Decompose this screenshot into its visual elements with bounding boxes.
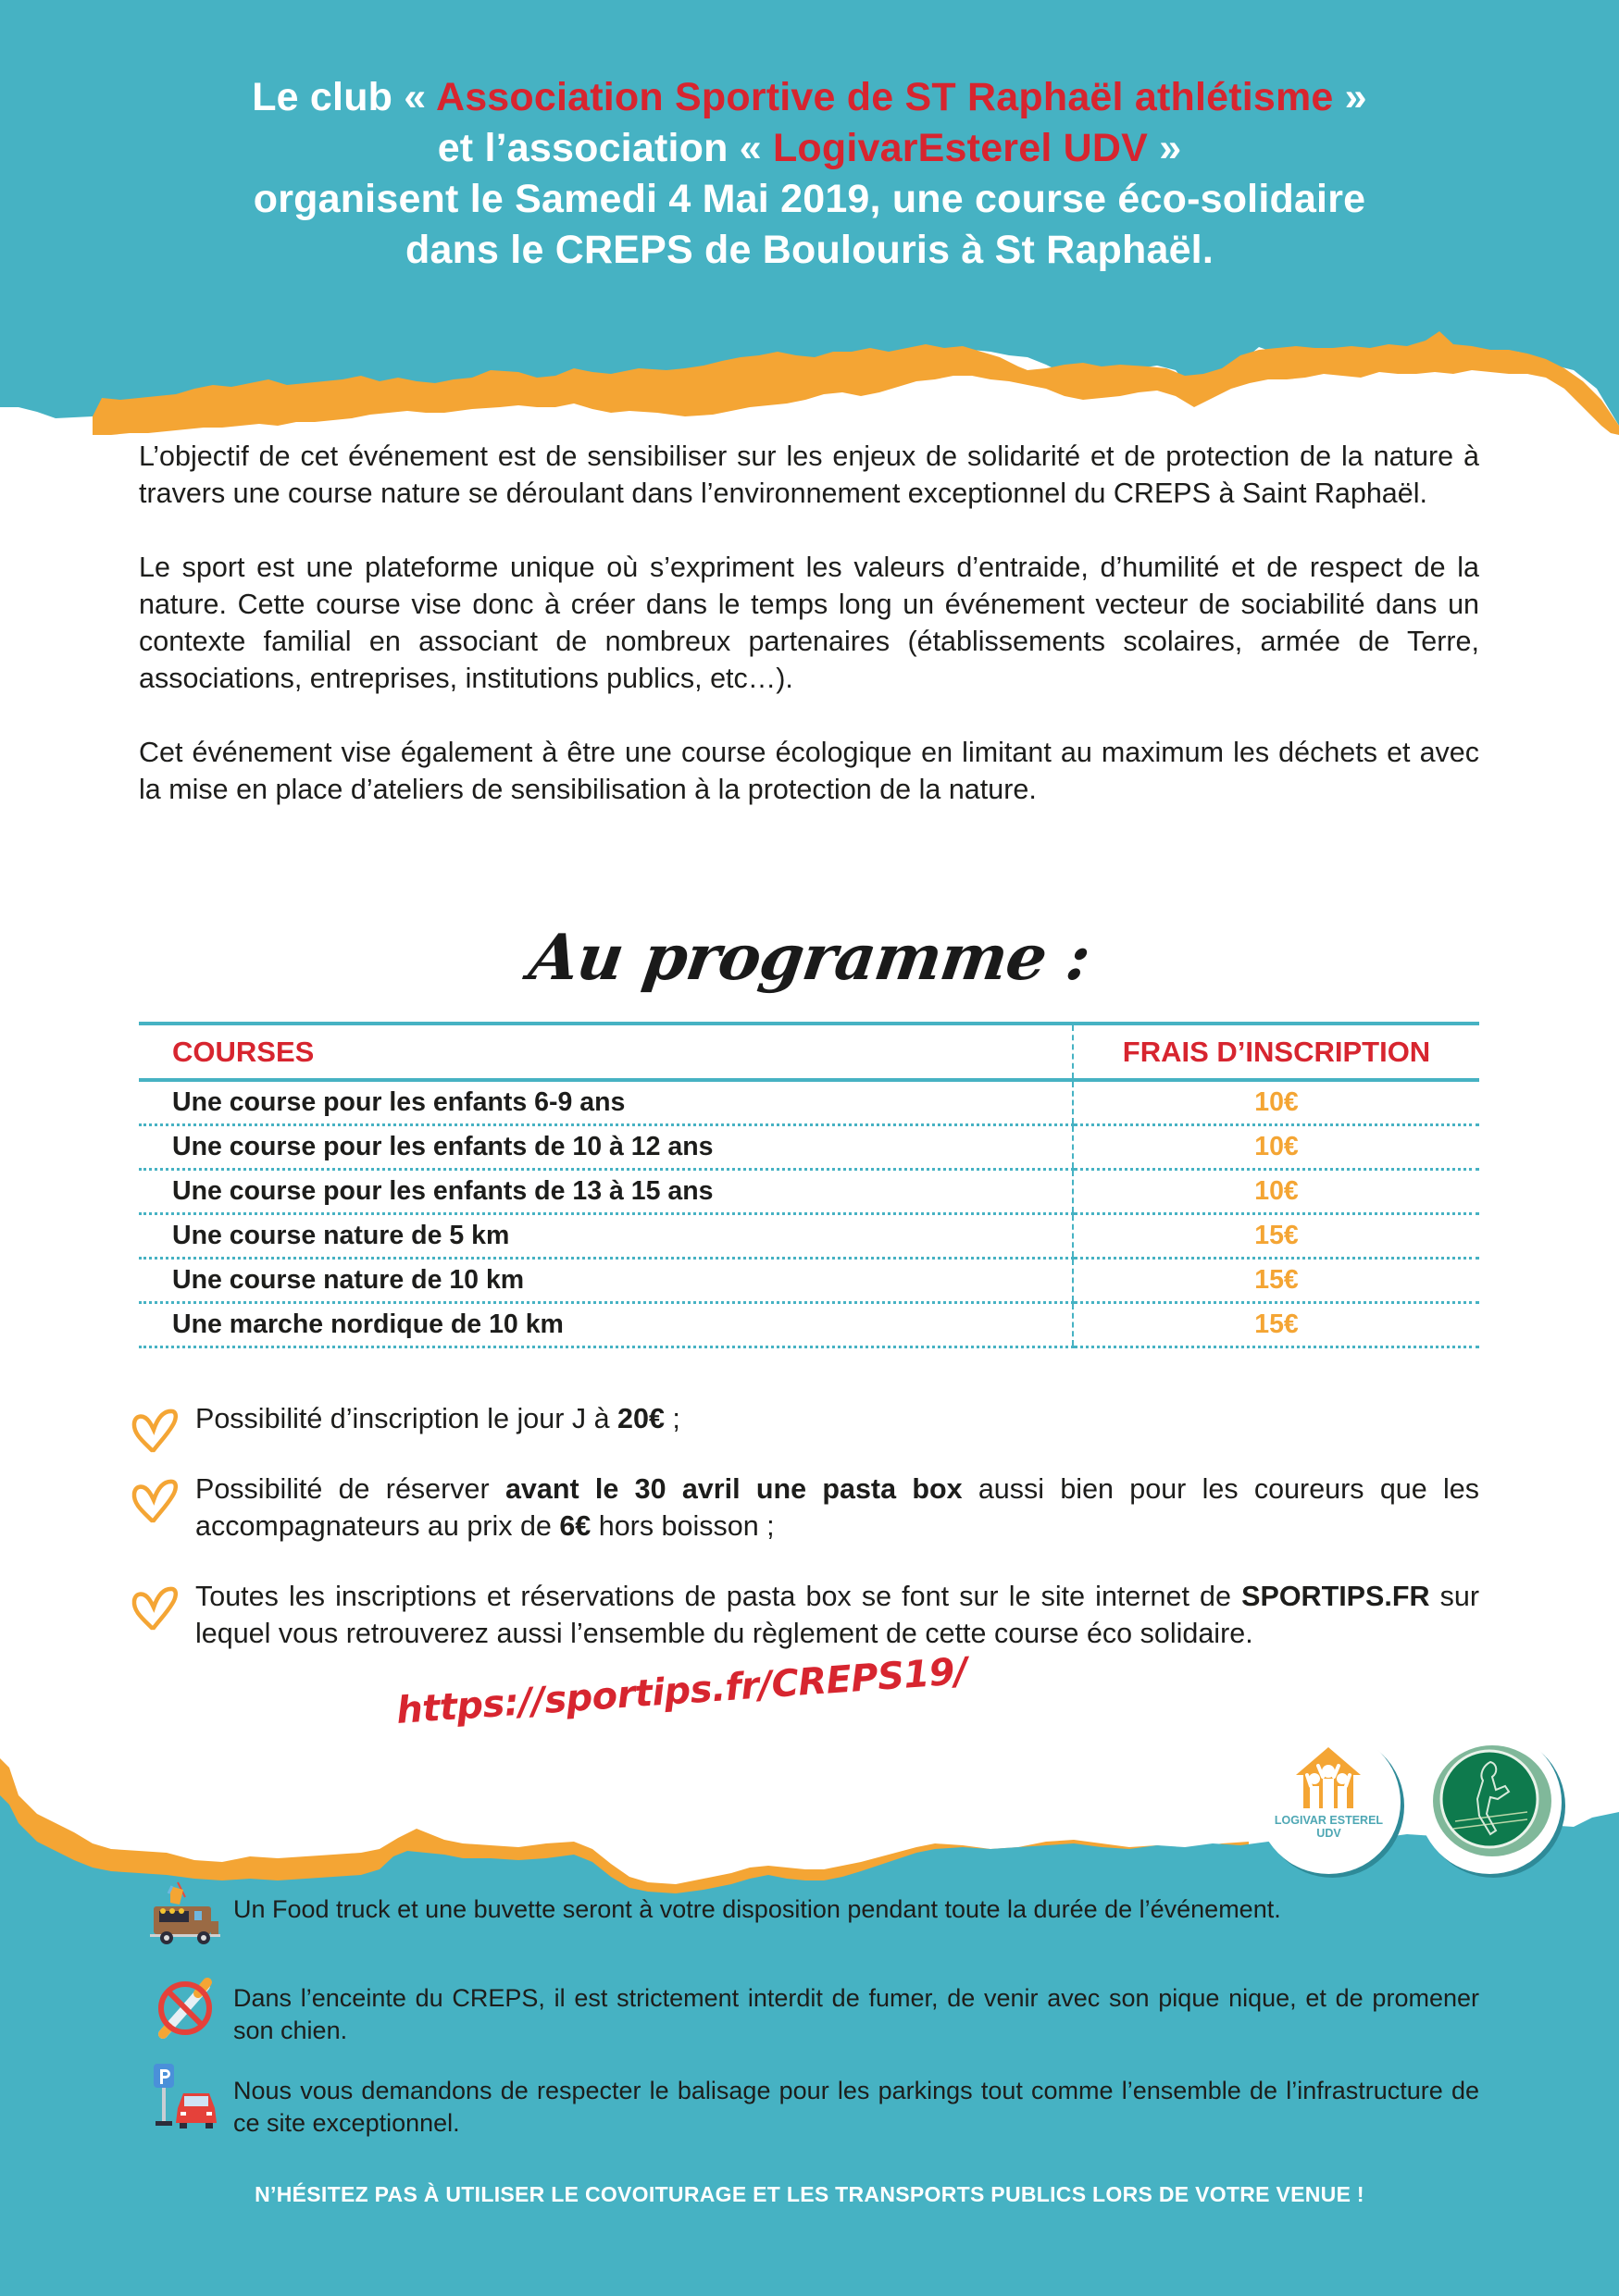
course-fee: 15€ bbox=[1073, 1214, 1479, 1259]
table-row bbox=[139, 1214, 1479, 1259]
heart-icon bbox=[130, 1406, 180, 1454]
header-title bbox=[0, 72, 1619, 276]
course-name: Une course pour les enfants 6-9 ans bbox=[139, 1080, 1073, 1125]
heart-icon bbox=[130, 1476, 180, 1524]
parking-icon bbox=[150, 2062, 224, 2136]
notes-list bbox=[130, 1400, 1479, 1741]
info-text: Dans l’enceinte du CREPS, il est strictement interdit de fumer, de venir avec son pique nique, et de promener son chien. bbox=[233, 1984, 1479, 2044]
no-smoking-icon bbox=[150, 1969, 224, 2043]
info-text: Un Food truck et une buvette seront à votre disposition pendant toute la durée de l’événement. bbox=[233, 1895, 1281, 1923]
header-line-3: organisent le Samedi 4 Mai 2019, une course éco-solidaire bbox=[253, 177, 1366, 221]
header-line-2: et l’association « LogivarEsterel UDV » bbox=[437, 126, 1182, 170]
food-truck-icon bbox=[150, 1880, 224, 1955]
carpool-call-to-action: N’HÉSITEZ PAS À UTILISER LE COVOITURAGE ET LES TRANSPORTS PUBLICS LORS DE VOTRE VENUE ! bbox=[255, 2182, 1364, 2206]
table-row bbox=[139, 1303, 1479, 1347]
course-fee: 10€ bbox=[1073, 1125, 1479, 1170]
course-fee: 15€ bbox=[1073, 1259, 1479, 1303]
athletics-club-logo bbox=[1418, 1731, 1562, 1874]
course-name: Une course nature de 10 km bbox=[139, 1259, 1073, 1303]
intro-text bbox=[139, 438, 1479, 845]
heart-icon bbox=[130, 1583, 180, 1632]
course-name: Une course pour les enfants de 10 à 12 ans bbox=[139, 1125, 1073, 1170]
note-text: Toutes les inscriptions et réservations de pasta box se font sur le site internet de SPORTIPS.FR sur lequel vous retrouverez aussi l’ensemble du règlement de cette course éco solidaire. bbox=[195, 1581, 1480, 1649]
info-list bbox=[150, 1893, 1479, 2208]
course-name: Une course nature de 5 km bbox=[139, 1214, 1073, 1259]
course-fee: 10€ bbox=[1073, 1170, 1479, 1214]
intro-paragraph: L’objectif de cet événement est de sensibiliser sur les enjeux de solidarité et de protection de la nature à travers une course nature se déroulant dans l’environnement exceptionnel du CREPS à Saint Raphaël. bbox=[139, 441, 1479, 509]
price-table bbox=[139, 1022, 1479, 1348]
info-item-no-smoking bbox=[150, 1982, 1479, 2047]
table-row bbox=[139, 1080, 1479, 1125]
house-family-icon bbox=[1257, 1731, 1401, 1874]
course-fee: 15€ bbox=[1073, 1303, 1479, 1347]
note-text: Possibilité de réserver avant le 30 avril une pasta box aussi bien pour les coureurs que les accompagnateurs au prix de 6€ hors boisson ; bbox=[195, 1473, 1479, 1542]
note-item bbox=[130, 1578, 1479, 1652]
association-name: LogivarEsterel UDV bbox=[772, 126, 1149, 170]
header-line-4: dans le CREPS de Boulouris à St Raphaël. bbox=[405, 228, 1214, 272]
logivar-esterel-logo bbox=[1257, 1731, 1401, 1874]
logivar-logo-name: LOGIVAR ESTEREL UDV bbox=[1274, 1814, 1384, 1840]
note-item bbox=[130, 1471, 1479, 1545]
runner-icon bbox=[1418, 1731, 1562, 1874]
info-item-parking bbox=[150, 2075, 1479, 2140]
note-item bbox=[130, 1400, 1479, 1437]
course-name: Une course pour les enfants de 13 à 15 ans bbox=[139, 1170, 1073, 1214]
column-header-courses: COURSES bbox=[139, 1024, 1073, 1080]
table-row bbox=[139, 1170, 1479, 1214]
table-row bbox=[139, 1259, 1479, 1303]
course-name: Une marche nordique de 10 km bbox=[139, 1303, 1073, 1347]
header-line-1: Le club « Association Sportive de ST Raphaël athlétisme » bbox=[252, 75, 1367, 119]
club-name: Association Sportive de ST Raphaël athlétisme bbox=[435, 75, 1334, 119]
column-header-fees: FRAIS D’INSCRIPTION bbox=[1122, 1035, 1431, 1068]
programme-title: Au programme : bbox=[524, 921, 1095, 995]
info-item-food bbox=[150, 1893, 1479, 1955]
intro-paragraph: Le sport est une plateforme unique où s’expriment les valeurs d’entraide, d’humilité et de respect de la nature. Cette course vise donc à créer dans le temps long un événement vecteur de sociabilité dans un contexte familial en associant de nombreux partenaires (établissements scolaires, armée de Terre, associations, entreprises, institutions publics, etc…). bbox=[139, 552, 1479, 694]
price-table-header bbox=[139, 1024, 1479, 1080]
note-text: Possibilité d’inscription le jour J à 20€ ; bbox=[195, 1403, 680, 1434]
table-row bbox=[139, 1125, 1479, 1170]
info-text: Nous vous demandons de respecter le balisage pour les parkings tout comme l’ensemble de l’infrastructure de ce site exceptionnel. bbox=[233, 2077, 1479, 2137]
header-band bbox=[0, 0, 1619, 444]
intro-paragraph: Cet événement vise également à être une course écologique en limitant au maximum les déchets et avec la mise en place d’ateliers de sensibilisation à la protection de la nature. bbox=[139, 737, 1479, 805]
course-fee: 10€ bbox=[1073, 1080, 1479, 1125]
registration-link[interactable]: https://sportips.fr/CREPS19/ bbox=[394, 1649, 969, 1733]
